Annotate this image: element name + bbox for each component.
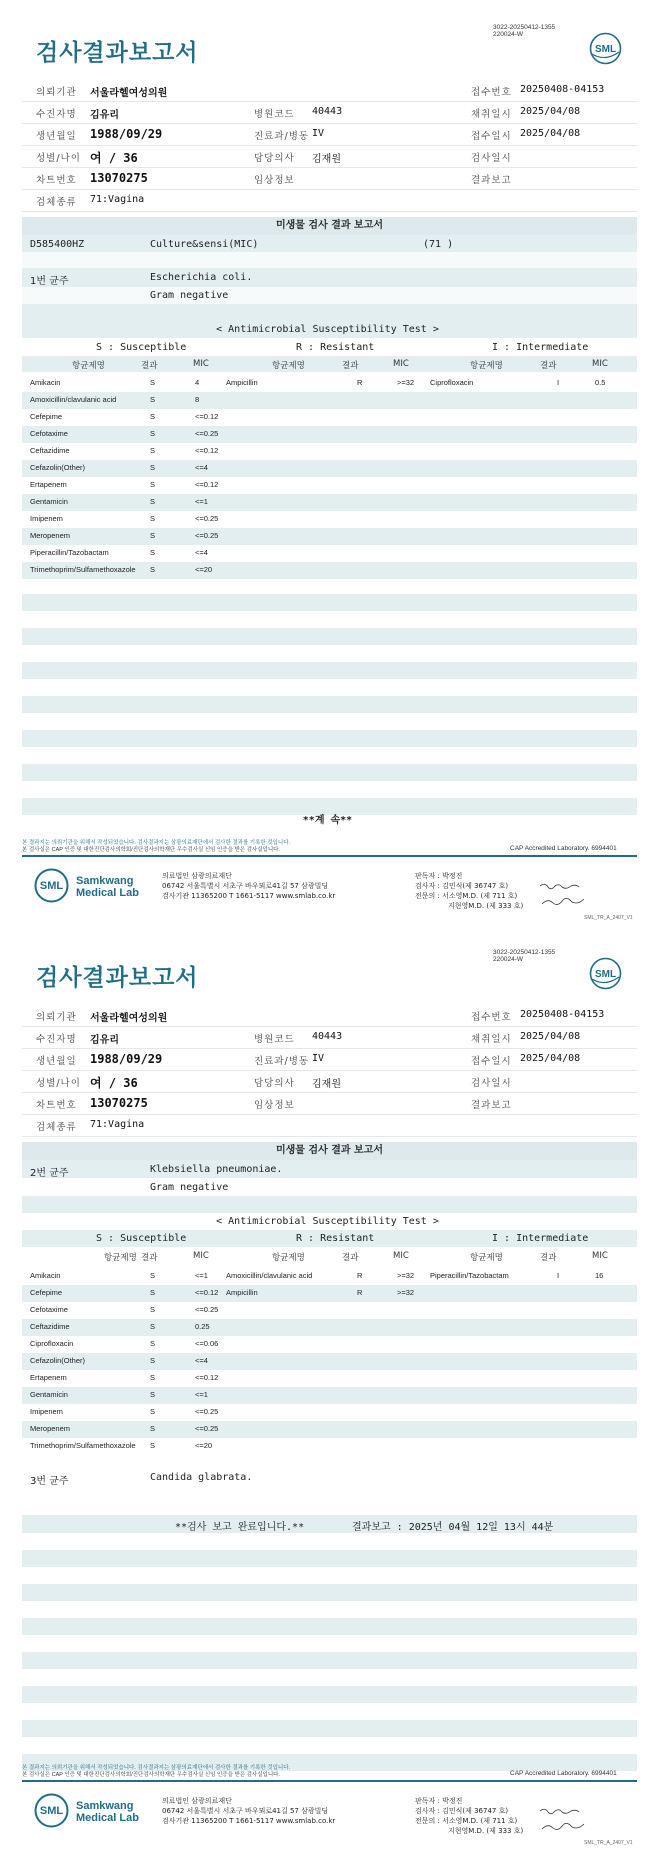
svg-text:SML: SML (39, 1805, 64, 1817)
row-stripe (22, 1319, 637, 1336)
continued-note: **계 속** (302, 815, 353, 826)
col-drug: 항균제명 (272, 361, 305, 371)
result-value: S (150, 1390, 156, 1399)
blank-row (22, 628, 637, 645)
sml-footer-logo-icon (34, 1793, 69, 1828)
legend-resistant: R : Resistant (296, 1233, 375, 1244)
result-value: S (150, 429, 156, 438)
page-title: 검사결과보고서 (36, 965, 199, 991)
drug-name: Amoxicillin/clavulanic acid (30, 395, 117, 404)
drug-name: Trimethoprim/Sulfamethoxazole (30, 1441, 136, 1450)
report-complete: **검사 보고 완료입니다.** (175, 1522, 305, 1533)
drug-name: Meropenem (30, 531, 71, 540)
report-page-2: 검사결과보고서 3022-20250412-1355 220024-W SML 의뢰기관 서울라헬여성의원 접수번호 20250408-04153 수진자명 김유리 병원코드 40443 채취일시 2025/04/08 생년월일 1988/09/29 진료과/병동 IV 접수일시 2025/04/08 성별/나이 여 / 36 담당의사 김재원 검사일시 차트번호 13070275 임상정보 결과보고 검체종류 71:Vagina 미생물 검사 결과 보고서 2번 균주 Klebsiella pneumoniae. Gram negative < Antimicrobial Susceptibility Test > S : Susceptible R : Resistant I : Intermediate 항균제명 결과 MIC 항균제명 결과 MIC 항균제명 결과 MIC Amikacin S <=1 Amoxicillin/clavulanic acid R >=32 Piperacillin/Tazobactam I 16 Cefepime S Ampicillin R Cefotaxime S <=0.25 Ceftazidime S Ciprofloxacin S <=0.06 Cefazolin(Other) S Ertapenem S <=0.12 Gentamicin S Imipenem S <=0.25 Meropenem S Trimethoprim/Sulfamethoxazole S <=20 3번 균주 Candida glabrata. **검사 보고 완료입니다.** 결과보고 : 2025년 04월 12일 13시 44분 본 결과지는 의뢰기관을 위해서 작성되었습니다. 검사결과지는 삼광의료재단에서 검사한 결과를 기록한 것입니다. 본 검사실은 CAP 인증 및 대한진단검사의학회/진단검사의학재단 우수검사실 신임 인증을 받은 검사실입니다. CAP Accredited Laboratory. 6994401 SML Samkwang Medical Lab 의료법인 삼광의료재단 06742 서울특별시 서초구 바우뫼로41길 57 삼광빌딩 검사기관 11365200 T 1661-5117 www.smlab.co.kr 판독자 : 박정진 검사자 : 김민식(제 36747 호) 전문의 : 서소영M.D. (제 711 호) 지현영M.D. (제 333 호) SML_TR_A_2407_V1 (0, 925, 655, 1850)
col-mic: MIC (393, 1251, 409, 1261)
report-code: 3022-20250412-1355 220024-W (493, 24, 556, 38)
report-code: 3022-20250412-1355 220024-W (493, 949, 556, 963)
footnote: 본 결과지는 의뢰기관을 위해서 작성되었습니다. 검사결과지는 삼광의료재단에서 검사한 결과를 기록한 것입니다. (22, 1765, 291, 1771)
drug-name: Ertapenem (30, 1373, 67, 1382)
drug-name: Ciprofloxacin (430, 378, 474, 387)
signatures: 판독자 : 박정진 검사자 : 김민식(제 36747 호) 전문의 : 서소영M.D. (제 711 호) 지현영M.D. (제 333 호) (415, 1797, 524, 1835)
row-stripe (22, 1353, 637, 1370)
col-result: 결과 (540, 361, 557, 371)
drug-name: Piperacillin/Tazobactam (30, 548, 109, 557)
legend-intermediate: I : Intermediate (492, 1233, 589, 1244)
col-drug: 항균제명 (272, 1253, 305, 1263)
patient-header: 의뢰기관 서울라헬여성의원 접수번호 20250408-04153 수진자명 김유리 병원코드 40443 채취일시 2025/04/08 생년월일 1988/09/29 진료과/병동 IV 접수일시 2025/04/08 성별/나이 여 / 36 담당의사 김재원 검사일시 차트번호 13070275 임상정보 결과보고 검체종류 71:Vagina (22, 80, 637, 212)
col-drug: 항균제명 (470, 361, 503, 371)
organism-label: 2번 균주 (30, 1168, 69, 1179)
legend-intermediate: I : Intermediate (492, 342, 589, 353)
gram-stain: Gram negative (150, 1182, 229, 1193)
blank-row (22, 764, 637, 781)
result-value: I (557, 378, 560, 387)
drug-name: Cefotaxime (30, 429, 68, 438)
result-value: R (357, 378, 363, 387)
drug-name: Gentamicin (30, 497, 68, 506)
lab-address: 의료법인 삼광의료재단 06742 서울특별시 서초구 바우뫼로41길 57 삼광빌딩 검사기관 11365200 T 1661-5117 www.smlab.co.kr (162, 1797, 336, 1825)
col-result: 결과 (342, 1253, 359, 1263)
drug-name: Ampicillin (226, 378, 258, 387)
section-title: 미생물 검사 결과 보고서 (22, 217, 637, 235)
result-value: S (150, 1407, 156, 1416)
blank-row (22, 730, 637, 747)
blank-row (22, 1652, 637, 1669)
test-code: D585400HZ (30, 239, 85, 250)
result-value: S (150, 1288, 156, 1297)
result-value: S (150, 531, 156, 540)
lab-name: Samkwang Medical Lab (76, 1800, 139, 1824)
form-version: SML_TR_A_2407_V1 (584, 1840, 633, 1846)
col-mic: MIC (592, 1251, 608, 1261)
blank-row (22, 594, 637, 611)
form-version: SML_TR_A_2407_V1 (584, 915, 633, 921)
result-value: R (357, 1288, 363, 1297)
result-value: S (150, 378, 156, 387)
row-stripe (22, 426, 637, 443)
section-title: 미생물 검사 결과 보고서 (22, 1142, 637, 1160)
legend-susceptible: S : Susceptible (96, 342, 187, 353)
organism-name: Klebsiella pneumoniae. (150, 1164, 283, 1175)
result-value: S (150, 565, 156, 574)
drug-name: Cefotaxime (30, 1305, 68, 1314)
result-value: S (150, 1305, 156, 1314)
drug-name: Ciprofloxacin (30, 1339, 74, 1348)
organism-name: Escherichia coli. (150, 272, 253, 283)
row-stripe (22, 1285, 637, 1302)
sml-logo-icon (589, 957, 622, 990)
patient-header: 의뢰기관 서울라헬여성의원 접수번호 20250408-04153 수진자명 김유리 병원코드 40443 채취일시 2025/04/08 생년월일 1988/09/29 진료과/병동 IV 접수일시 2025/04/08 성별/나이 여 / 36 담당의사 김재원 검사일시 차트번호 13070275 임상정보 결과보고 검체종류 71:Vagina (22, 1005, 637, 1137)
drug-name: Amikacin (30, 1271, 61, 1280)
blank-row (22, 662, 637, 679)
footnote: 본 검사실은 CAP 인증 및 대한진단검사의학회/진단검사의학재단 우수검사실 신임 인증을 받은 검사실입니다. (22, 847, 281, 853)
row-stripe (22, 494, 637, 511)
cap-accreditation: CAP Accredited Laboratory. 6994401 (510, 845, 617, 852)
ast-title: < Antimicrobial Susceptibility Test > (216, 324, 439, 335)
result-value: S (150, 1373, 156, 1382)
result-value: S (150, 395, 156, 404)
blank-row (22, 696, 637, 713)
test-number: (71 ) (423, 239, 454, 250)
legend-susceptible: S : Susceptible (96, 1233, 187, 1244)
lab-address: 의료법인 삼광의료재단 06742 서울특별시 서초구 바우뫼로41길 57 삼광빌딩 검사기관 11365200 T 1661-5117 www.smlab.co.kr (162, 872, 336, 900)
sml-footer-logo-icon (34, 868, 69, 903)
drug-name: Ceftazidime (30, 446, 70, 455)
col-drug: 항균제명 (72, 361, 105, 371)
drug-name: Meropenem (30, 1424, 71, 1433)
row-stripe (22, 1387, 637, 1404)
signatures: 판독자 : 박정진 검사자 : 김민식(제 36747 호) 전문의 : 서소영M.D. (제 711 호) 지현영M.D. (제 333 호) (415, 872, 524, 910)
drug-name: Trimethoprim/Sulfamethoxazole (30, 565, 136, 574)
signature-scribble (538, 1805, 598, 1835)
col-result: 결과 (141, 1253, 158, 1263)
svg-text:SML: SML (594, 44, 617, 55)
footnote: 본 결과지는 의뢰기관을 위해서 작성되었습니다. 검사결과지는 삼광의료재단에서 검사한 결과를 기록한 것입니다. (22, 840, 291, 846)
col-mic: MIC (393, 359, 409, 369)
result-value: S (150, 1441, 156, 1450)
result-value: S (150, 1356, 156, 1365)
result-value: S (150, 480, 156, 489)
page-title: 검사결과보고서 (36, 40, 199, 66)
ast-title: < Antimicrobial Susceptibility Test > (216, 1216, 439, 1227)
col-mic: MIC (592, 359, 608, 369)
lab-name: Samkwang Medical Lab (76, 875, 139, 899)
row-stripe (22, 528, 637, 545)
drug-name: Cefepime (30, 1288, 63, 1297)
result-value: S (150, 1322, 156, 1331)
blank-row (22, 1550, 637, 1567)
result-value: S (150, 497, 156, 506)
cap-accreditation: CAP Accredited Laboratory. 6994401 (510, 1770, 617, 1777)
organism-label: 3번 균주 (30, 1476, 69, 1487)
drug-name: Imipenem (30, 514, 63, 523)
col-mic: MIC (193, 359, 209, 369)
svg-text:SML: SML (594, 969, 617, 980)
stripe (22, 235, 637, 252)
blank-row (22, 1686, 637, 1703)
drug-name: Cefazolin(Other) (30, 1356, 86, 1365)
sml-logo-icon (589, 32, 622, 65)
drug-name: Piperacillin/Tazobactam (430, 1271, 509, 1280)
col-drug: 항균제명 (104, 1253, 137, 1263)
result-value: S (150, 446, 156, 455)
drug-name: Cefepime (30, 412, 63, 421)
blank-row (22, 1618, 637, 1635)
drug-name: Ertapenem (30, 480, 67, 489)
organism-name: Candida glabrata. (150, 1472, 253, 1483)
drug-name: Gentamicin (30, 1390, 68, 1399)
drug-name: Ceftazidime (30, 1322, 70, 1331)
row-stripe (22, 1421, 637, 1438)
result-value: S (150, 412, 156, 421)
gram-stain: Gram negative (150, 290, 229, 301)
drug-name: Imipenem (30, 1407, 63, 1416)
legend-resistant: R : Resistant (296, 342, 375, 353)
drug-name: Cefazolin(Other) (30, 463, 86, 472)
result-value: S (150, 514, 156, 523)
result-value: S (150, 548, 156, 557)
result-value: S (150, 1424, 156, 1433)
result-value: S (150, 463, 156, 472)
col-mic: MIC (193, 1251, 209, 1261)
result-value: S (150, 1339, 156, 1348)
test-name: Culture&sensi(MIC) (150, 239, 259, 250)
report-page-1: 검사결과보고서 3022-20250412-1355 220024-W SML 의뢰기관 서울라헬여성의원 접수번호 20250408-04153 수진자명 김유리 병원코드 40443 채취일시 2025/04/08 생년월일 1988/09/29 진료과/병동 IV 접수일시 2025/04/08 성별/나이 여 / 36 담당의사 김재원 검사일시 차트번호 13070275 임상정보 결과보고 검체종류 71:Vagina 미생물 검사 결과 보고서 D585400HZ Culture&sensi(MIC) (71 ) 1번 균주 Escherichia coli. Gram negative < Antimicrobial Susceptibility Test > S : Susceptible R : Resistant I : Intermediate 항균제명 결과 MIC 항균제명 결과 MIC 항균제명 결과 MIC Amikacin S 4 Ampicillin R >=32 Ciprofloxacin I 0.5 Amoxicillin/clavulanic acid S Cefepime S <=0.12 Cefotaxime S Ceftazidime S <=0.12 Cefazolin(Other) S Ertapenem S <=0.12 Gentamicin S Imipenem S <=0.25 Meropenem S Piperacillin/Tazobactam S <=4 Trimethoprim/Sulfamethoxazole S **계 속** 본 결과지는 의뢰기관을 위해서 작성되었습니다. 검사결과지는 삼광의료재단에서 검사한 결과를 기록한 것입니다. 본 검사실은 CAP 인증 및 대한진단검사의학회/진단검사의학재단 우수검사실 신임 인증을 받은 검사실입니다. CAP Accredited Laboratory. 6994401 SML Samkwang Medical Lab 의료법인 삼광의료재단 06742 서울특별시 서초구 바우뫼로41길 57 삼광빌딩 검사기관 11365200 T 1661-5117 www.smlab.co.kr 판독자 : 박정진 검사자 : 김민식(제 36747 호) 전문의 : 서소영M.D. (제 711 호) 지현영M.D. (제 333 호) SML_TR_A_2407_V1 (0, 0, 655, 925)
col-result: 결과 (540, 1253, 557, 1263)
footnote: 본 검사실은 CAP 인증 및 대한진단검사의학회/진단검사의학재단 우수검사실 신임 인증을 받은 검사실입니다. (22, 1772, 281, 1778)
result-value: R (357, 1271, 363, 1280)
col-drug: 항균제명 (470, 1253, 503, 1263)
signature-scribble (538, 880, 598, 910)
drug-name: Amoxicillin/clavulanic acid (226, 1271, 313, 1280)
col-result: 결과 (141, 361, 158, 371)
col-result: 결과 (342, 361, 359, 371)
blank-row (22, 1584, 637, 1601)
report-time: 결과보고 : 2025년 04월 12일 13시 44분 (352, 1522, 554, 1533)
drug-name: Amikacin (30, 378, 61, 387)
blank-row (22, 1720, 637, 1737)
result-value: I (557, 1271, 560, 1280)
svg-text:SML: SML (39, 880, 64, 892)
row-stripe (22, 460, 637, 477)
drug-name: Ampicillin (226, 1288, 258, 1297)
organism-label: 1번 균주 (30, 276, 69, 287)
result-value: S (150, 1271, 156, 1280)
